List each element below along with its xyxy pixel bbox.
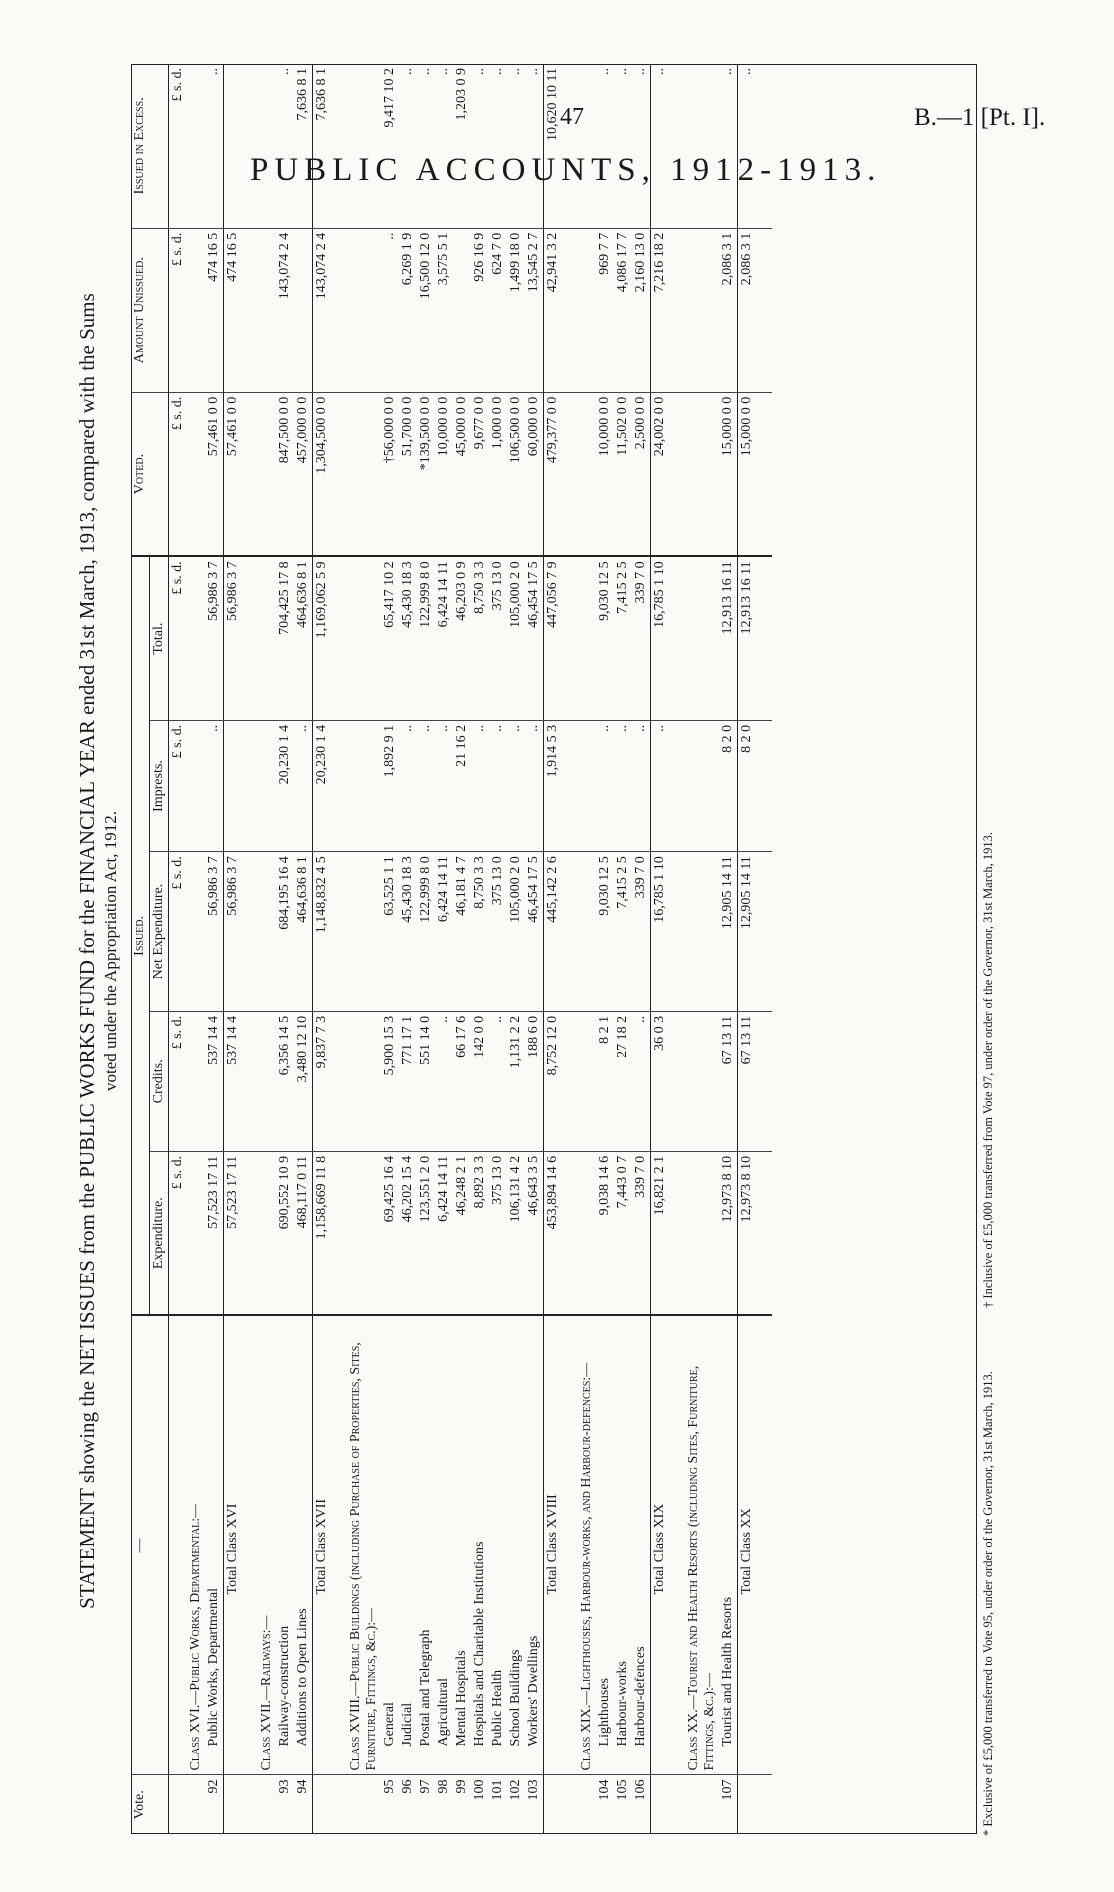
footnotes	[981, 56, 996, 1836]
cell-voted: 45,000 0 0	[453, 392, 471, 556]
cell-unissued: 4,086 17 7	[614, 228, 632, 392]
cell-cred: 27 18 2	[614, 1011, 632, 1151]
total-excess: ..	[651, 64, 670, 228]
cell-exp: 8,892 3 3	[471, 1151, 489, 1315]
total-unissued: 143,074 2 4	[313, 228, 332, 392]
cell-cred: 67 13 11	[719, 1011, 738, 1151]
cell-exp: 468,117 0 11	[294, 1151, 313, 1315]
col-imprests-header: Imprests.	[150, 720, 169, 851]
cell-imp: 8 2 0	[719, 720, 738, 851]
table-row	[719, 64, 738, 1834]
total-cred: 36 0 3	[651, 1011, 670, 1151]
cell-tot: 122,999 8 0	[417, 556, 435, 720]
cell-imp: ..	[205, 720, 224, 851]
col-total-header: Total.	[150, 556, 169, 720]
rotated-statement	[75, 54, 1015, 1846]
table-row	[489, 64, 507, 1834]
section-heading: Class XVII.—Railways:—	[258, 1315, 276, 1774]
row-label: Judicial	[399, 1315, 417, 1774]
cell-cred: 1,131 2 2	[507, 1011, 525, 1151]
total-excess: 10,620 10 11	[544, 64, 563, 228]
table-row	[276, 64, 294, 1834]
cell-unissued: 969 7 7	[596, 228, 614, 392]
cell-net: 105,000 2 0	[507, 852, 525, 1012]
heading-line-2: voted under the Appropriation Act, 1912.	[101, 811, 120, 1091]
total-net: 16,785 1 10	[651, 852, 670, 1012]
cell-voted: 51,700 0 0	[399, 392, 417, 556]
table-row	[632, 64, 651, 1834]
cell-imp: ..	[632, 720, 651, 851]
cell-excess: ..	[632, 64, 651, 228]
cell-unissued: 474 16 5	[205, 228, 224, 392]
cell-net: 45,430 18 3	[399, 852, 417, 1012]
col-excess-header: Issued in Excess.	[131, 64, 169, 228]
cell-net: 46,181 4 7	[453, 852, 471, 1012]
cell-voted: 457,000 0 0	[294, 392, 313, 556]
units-row	[169, 64, 188, 1834]
total-net: 445,142 2 6	[544, 852, 563, 1012]
cell-exp: 690,552 10 9	[276, 1151, 294, 1315]
row-label: Public Works, Departmental	[205, 1315, 224, 1774]
cell-tot: 704,425 17 8	[276, 556, 294, 720]
cell-imp: ..	[489, 720, 507, 851]
cell-tot: 65,417 10 2	[381, 556, 399, 720]
section-heading-row	[347, 64, 381, 1834]
section-heading: Class XIX.—Lighthouses, Harbour-works, and Harbour-defences:—	[578, 1315, 596, 1774]
units-cell: £ s. d.	[169, 852, 188, 1012]
cell-excess: ..	[507, 64, 525, 228]
cell-voted: 11,502 0 0	[614, 392, 632, 556]
cell-imp: ..	[596, 720, 614, 851]
page-title: PUBLIC ACCOUNTS, 1912-1913.	[250, 152, 882, 188]
units-cell: £ s. d.	[169, 720, 188, 851]
cell-unissued	[294, 228, 313, 392]
section-heading-row	[685, 64, 719, 1834]
total-row	[313, 64, 332, 1834]
cell-unissued: 6,269 1 9	[399, 228, 417, 392]
total-cred: 537 14 4	[224, 1011, 243, 1151]
table-row	[525, 64, 544, 1834]
section-heading: Class XVIII.—Public Buildings (including Purchase of Properties, Sites, Furniture, Fittings, &c.):—	[347, 1315, 381, 1774]
vote-number: 93	[277, 1779, 292, 1794]
col-vote-header: Vote.	[131, 1775, 169, 1834]
total-imp	[224, 720, 243, 851]
cell-cred: 188 6 0	[525, 1011, 544, 1151]
cell-net: 56,986 3 7	[205, 852, 224, 1012]
total-label: Total Class XX	[738, 1315, 757, 1774]
cell-tot: 339 7 0	[632, 556, 651, 720]
section-heading: Class XVI.—Public Works, Departmental:—	[187, 1315, 205, 1774]
row-label: Harbour-defences	[632, 1315, 651, 1774]
total-excess	[224, 64, 243, 228]
total-cred: 9,837 7 3	[313, 1011, 332, 1151]
cell-excess: ..	[471, 64, 489, 228]
vote-number: 104	[597, 1779, 612, 1801]
units-cell: £ s. d.	[169, 392, 188, 556]
table-row	[614, 64, 632, 1834]
cell-voted: 1,000 0 0	[489, 392, 507, 556]
units-cell: £ s. d.	[169, 556, 188, 720]
total-tot: 447,056 7 9	[544, 556, 563, 720]
col-expenditure-header: Expenditure.	[150, 1151, 169, 1315]
cell-voted: 60,000 0 0	[525, 392, 544, 556]
cell-imp: ..	[417, 720, 435, 851]
row-label: Postal and Telegraph	[417, 1315, 435, 1774]
total-exp: 453,894 14 6	[544, 1151, 563, 1315]
table-row	[381, 64, 399, 1834]
footnote-dagger: † Inclusive of £5,000 transferred from Vote 97, under order of the Governor, 31st March, 1913.	[981, 831, 995, 1308]
cell-excess: ..	[417, 64, 435, 228]
cell-exp: 106,131 4 2	[507, 1151, 525, 1315]
cell-cred: 537 14 4	[205, 1011, 224, 1151]
cell-excess: ..	[525, 64, 544, 228]
cell-exp: 12,973 8 10	[719, 1151, 738, 1315]
cell-exp: 375 13 0	[489, 1151, 507, 1315]
table-row	[507, 64, 525, 1834]
total-row	[544, 64, 563, 1834]
row-label: General	[381, 1315, 399, 1774]
cell-voted: 847,500 0 0	[276, 392, 294, 556]
vote-number: 97	[418, 1779, 433, 1794]
row-label: Agricultural	[435, 1315, 453, 1774]
cell-exp: 339 7 0	[632, 1151, 651, 1315]
total-exp: 1,158,669 11 8	[313, 1151, 332, 1315]
cell-exp: 7,443 0 7	[614, 1151, 632, 1315]
cell-imp: ..	[294, 720, 313, 851]
cell-cred: 66 17 6	[453, 1011, 471, 1151]
vote-number: 106	[633, 1779, 648, 1801]
cell-voted: 10,000 0 0	[596, 392, 614, 556]
table-row	[435, 64, 453, 1834]
cell-exp: 46,643 3 5	[525, 1151, 544, 1315]
cell-cred: 5,900 15 3	[381, 1011, 399, 1151]
total-net: 56,986 3 7	[224, 852, 243, 1012]
cell-tot: 6,424 14 11	[435, 556, 453, 720]
total-unissued: 2,086 3 1	[738, 228, 757, 392]
cell-unissued: 926 16 9	[471, 228, 489, 392]
cell-imp: 21 16 2	[453, 720, 471, 851]
col-credits-header: Credits.	[150, 1011, 169, 1151]
cell-excess: ..	[205, 64, 224, 228]
cell-cred: 771 17 1	[399, 1011, 417, 1151]
statement-heading	[75, 56, 123, 1846]
cell-unissued: ..	[381, 228, 399, 392]
total-row	[651, 64, 670, 1834]
row-label: Lighthouses	[596, 1315, 614, 1774]
cell-net: 8,750 3 3	[471, 852, 489, 1012]
total-tot: 56,986 3 7	[224, 556, 243, 720]
row-label: Hospitals and Charitable Institutions	[471, 1315, 489, 1774]
cell-cred: 142 0 0	[471, 1011, 489, 1151]
total-cred: 67 13 11	[738, 1011, 757, 1151]
cell-net: 46,454 17 5	[525, 852, 544, 1012]
vote-number: 102	[508, 1779, 523, 1801]
cell-cred: 551 14 0	[417, 1011, 435, 1151]
page-number: 47	[560, 104, 584, 130]
cell-voted: 2,500 0 0	[632, 392, 651, 556]
row-label: Harbour-works	[614, 1315, 632, 1774]
vote-number: 99	[454, 1779, 469, 1794]
total-exp: 16,821 2 1	[651, 1151, 670, 1315]
units-cell: £ s. d.	[169, 64, 188, 228]
total-imp: 8 2 0	[738, 720, 757, 851]
total-cred: 8,752 12 0	[544, 1011, 563, 1151]
cell-net: 63,525 1 1	[381, 852, 399, 1012]
units-cell: £ s. d.	[169, 1011, 188, 1151]
cell-voted: 57,461 0 0	[205, 392, 224, 556]
col-net-header: Net Expenditure.	[150, 852, 169, 1012]
cell-exp: 46,202 15 4	[399, 1151, 417, 1315]
table-row	[596, 64, 614, 1834]
cell-excess: ..	[276, 64, 294, 228]
cell-net: 9,030 12 5	[596, 852, 614, 1012]
total-row	[224, 64, 243, 1834]
cell-excess: ..	[399, 64, 417, 228]
total-voted: 57,461 0 0	[224, 392, 243, 556]
cell-net: 122,999 8 0	[417, 852, 435, 1012]
vote-number: 98	[436, 1779, 451, 1794]
cell-unissued: 3,575 5 1	[435, 228, 453, 392]
units-cell: £ s. d.	[169, 1151, 188, 1315]
total-tot: 12,913 16 11	[738, 556, 757, 720]
table-row	[453, 64, 471, 1834]
cell-exp: 46,248 2 1	[453, 1151, 471, 1315]
table-row	[205, 64, 224, 1834]
cell-voted: †56,000 0 0	[381, 392, 399, 556]
table-row	[294, 64, 313, 1834]
total-excess: ..	[738, 64, 757, 228]
total-label: Total Class XIX	[651, 1315, 670, 1774]
cell-imp: ..	[399, 720, 417, 851]
row-label: Workers' Dwellings	[525, 1315, 544, 1774]
total-tot: 1,169,062 5 9	[313, 556, 332, 720]
total-label: Total Class XVI	[224, 1315, 243, 1774]
cell-imp: ..	[614, 720, 632, 851]
cell-exp: 6,424 14 11	[435, 1151, 453, 1315]
cell-excess: 9,417 10 2	[381, 64, 399, 228]
cell-net: 12,905 14 11	[719, 852, 738, 1012]
total-imp: 20,230 1 4	[313, 720, 332, 851]
cell-net: 464,636 8 1	[294, 852, 313, 1012]
cell-tot: 8,750 3 3	[471, 556, 489, 720]
total-imp: 1,914 5 3	[544, 720, 563, 851]
vote-number: 103	[526, 1779, 541, 1801]
total-exp: 12,973 8 10	[738, 1151, 757, 1315]
heading-line-1: STATEMENT showing the NET ISSUES from the PUBLIC WORKS FUND for the FINANCIAL YEAR ended 31st March, 1913, compared with the Sums	[75, 293, 99, 1609]
total-excess: 7,636 8 1	[313, 64, 332, 228]
total-unissued: 7,216 18 2	[651, 228, 670, 392]
cell-imp: ..	[471, 720, 489, 851]
cell-imp: 20,230 1 4	[276, 720, 294, 851]
section-heading-row	[258, 64, 276, 1834]
cell-excess: 7,636 8 1	[294, 64, 313, 228]
cell-cred: ..	[489, 1011, 507, 1151]
row-label: Additions to Open Lines	[294, 1315, 313, 1774]
cell-tot: 56,986 3 7	[205, 556, 224, 720]
table-row	[399, 64, 417, 1834]
vote-number: 100	[472, 1779, 487, 1801]
cell-voted: 10,000 0 0	[435, 392, 453, 556]
col-voted-header: Voted.	[131, 392, 169, 556]
cell-net: 339 7 0	[632, 852, 651, 1012]
cell-unissued: 143,074 2 4	[276, 228, 294, 392]
row-label: Railway-construction	[276, 1315, 294, 1774]
statement-body	[169, 64, 773, 1834]
cell-excess: ..	[596, 64, 614, 228]
statement-table	[131, 64, 772, 1834]
cell-net: 7,415 2 5	[614, 852, 632, 1012]
cell-tot: 7,415 2 5	[614, 556, 632, 720]
cell-exp: 123,551 2 0	[417, 1151, 435, 1315]
cell-excess: ..	[614, 64, 632, 228]
cell-voted: 15,000 0 0	[719, 392, 738, 556]
total-exp: 57,523 17 11	[224, 1151, 243, 1315]
cell-voted: *139,500 0 0	[417, 392, 435, 556]
cell-voted: 9,677 0 0	[471, 392, 489, 556]
total-voted: 24,002 0 0	[651, 392, 670, 556]
vote-number: 94	[295, 1779, 310, 1794]
cell-unissued: 2,160 13 0	[632, 228, 651, 392]
cell-voted: 106,500 0 0	[507, 392, 525, 556]
col-description-header: —	[131, 1315, 169, 1774]
col-unissued-header: Amount Unissued.	[131, 228, 169, 392]
row-label: Tourist and Health Resorts	[719, 1315, 738, 1774]
cell-imp: 1,892 9 1	[381, 720, 399, 851]
document-reference: B.—1 [Pt. I].	[914, 104, 1046, 131]
total-unissued: 474 16 5	[224, 228, 243, 392]
total-label: Total Class XVIII	[544, 1315, 563, 1774]
cell-excess: ..	[489, 64, 507, 228]
cell-exp: 9,038 14 6	[596, 1151, 614, 1315]
cell-tot: 464,636 8 1	[294, 556, 313, 720]
cell-exp: 57,523 17 11	[205, 1151, 224, 1315]
cell-imp: ..	[525, 720, 544, 851]
cell-tot: 46,203 0 9	[453, 556, 471, 720]
units-cell: £ s. d.	[169, 228, 188, 392]
cell-tot: 46,454 17 5	[525, 556, 544, 720]
cell-imp: ..	[507, 720, 525, 851]
cell-net: 684,195 16 4	[276, 852, 294, 1012]
cell-net: 375 13 0	[489, 852, 507, 1012]
cell-unissued: 13,545 2 7	[525, 228, 544, 392]
total-tot: 16,785 1 10	[651, 556, 670, 720]
cell-unissued: 1,499 18 0	[507, 228, 525, 392]
table-row	[471, 64, 489, 1834]
cell-cred: ..	[435, 1011, 453, 1151]
vote-number: 92	[206, 1779, 221, 1794]
footnote-star: * Exclusive of £5,000 transferred to Vote 95, under order of the Governor, 31st March, 1913.	[981, 1371, 995, 1836]
table-row	[417, 64, 435, 1834]
section-heading: Class XX.—Tourist and Health Resorts (including Sites, Furniture, Fittings, &c.):—	[685, 1315, 719, 1774]
cell-cred: 8 2 1	[596, 1011, 614, 1151]
cell-net: 6,424 14 11	[435, 852, 453, 1012]
total-row	[738, 64, 757, 1834]
cell-exp: 69,425 16 4	[381, 1151, 399, 1315]
total-imp: ..	[651, 720, 670, 851]
section-heading-row	[187, 64, 205, 1834]
total-voted: 479,377 0 0	[544, 392, 563, 556]
total-unissued: 42,941 3 2	[544, 228, 563, 392]
row-label: Public Health	[489, 1315, 507, 1774]
vote-number: 95	[382, 1779, 397, 1794]
vote-number: 101	[490, 1779, 505, 1801]
row-label: School Buildings	[507, 1315, 525, 1774]
cell-cred: ..	[632, 1011, 651, 1151]
vote-number: 105	[615, 1779, 630, 1801]
cell-cred: 3,480 12 10	[294, 1011, 313, 1151]
cell-tot: 12,913 16 11	[719, 556, 738, 720]
cell-unissued	[453, 228, 471, 392]
cell-unissued: 16,500 12 0	[417, 228, 435, 392]
cell-excess: ..	[719, 64, 738, 228]
vote-number: 96	[400, 1779, 415, 1794]
total-net: 12,905 14 11	[738, 852, 757, 1012]
cell-tot: 105,000 2 0	[507, 556, 525, 720]
section-heading-row	[578, 64, 596, 1834]
cell-cred: 6,356 14 5	[276, 1011, 294, 1151]
cell-imp: ..	[435, 720, 453, 851]
col-issued-header: Issued.	[131, 556, 150, 1315]
cell-tot: 9,030 12 5	[596, 556, 614, 720]
total-net: 1,148,832 4 5	[313, 852, 332, 1012]
total-voted: 15,000 0 0	[738, 392, 757, 556]
total-label: Total Class XVII	[313, 1315, 332, 1774]
cell-unissued: 2,086 3 1	[719, 228, 738, 392]
total-voted: 1,304,500 0 0	[313, 392, 332, 556]
cell-tot: 45,430 18 3	[399, 556, 417, 720]
cell-excess: 1,203 0 9	[453, 64, 471, 228]
row-label: Mental Hospitals	[453, 1315, 471, 1774]
cell-tot: 375 13 0	[489, 556, 507, 720]
vote-number: 107	[720, 1779, 735, 1801]
cell-excess: ..	[435, 64, 453, 228]
cell-unissued: 624 7 0	[489, 228, 507, 392]
